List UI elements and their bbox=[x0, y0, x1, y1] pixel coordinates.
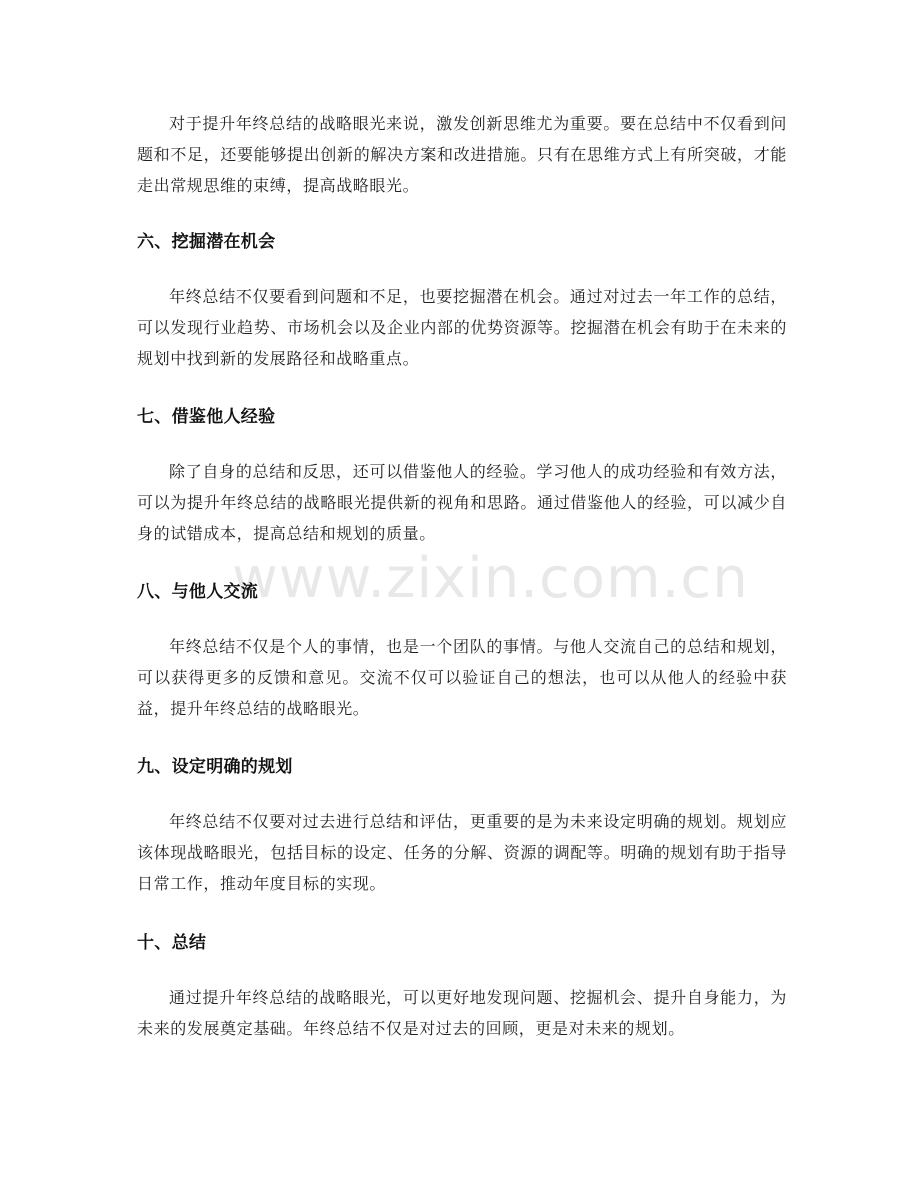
section-10-heading: 十、总结 bbox=[137, 933, 207, 953]
section-7-heading: 七、借鉴他人经验 bbox=[137, 407, 276, 427]
section-8-heading: 八、与他人交流 bbox=[137, 582, 259, 602]
section-9-paragraph: 年终总结不仅要对过去进行总结和评估，更重要的是为未来设定明确的规划。规划应该体现战略眼光，包括目标的设定、任务的分解、资源的调配等。明确的规划有助于指导日常工作，推动年度目标的实现。 bbox=[137, 812, 787, 893]
section-8-paragraph: 年终总结不仅是个人的事情，也是一个团队的事情。与他人交流自己的总结和规划，可以获得更多的反馈和意见。交流不仅可以验证自己的想法，也可以从他人的经验中获益，提升年终总结的战略眼光。 bbox=[137, 637, 787, 718]
document-body bbox=[137, 108, 787, 1044]
section-10-paragraph: 通过提升年终总结的战略眼光，可以更好地发现问题、挖掘机会、提升自身能力，为未来的发展奠定基础。年终总结不仅是对过去的回顾，更是对未来的规划。 bbox=[137, 988, 787, 1038]
section-7-paragraph: 除了自身的总结和反思，还可以借鉴他人的经验。学习他人的成功经验和有效方法，可以为提升年终总结的战略眼光提供新的视角和思路。通过借鉴他人的经验，可以减少自身的试错成本，提高总结和规划的质量。 bbox=[137, 462, 787, 543]
section-9-heading: 九、设定明确的规划 bbox=[137, 757, 293, 777]
section-6-paragraph: 年终总结不仅要看到问题和不足，也要挖掘潜在机会。通过对过去一年工作的总结，可以发现行业趋势、市场机会以及企业内部的优势资源等。挖掘潜在机会有助于在未来的规划中找到新的发展路径和战略重点。 bbox=[137, 287, 787, 368]
intro-paragraph: 对于提升年终总结的战略眼光来说，激发创新思维尤为重要。要在总结中不仅看到问题和不足，还要能够提出创新的解决方案和改进措施。只有在思维方式上有所突破，才能走出常规思维的束缚，提高战略眼光。 bbox=[137, 114, 787, 195]
section-6-heading: 六、挖掘潜在机会 bbox=[137, 232, 276, 252]
site-watermark: www.zixin.com.cn bbox=[232, 546, 749, 611]
